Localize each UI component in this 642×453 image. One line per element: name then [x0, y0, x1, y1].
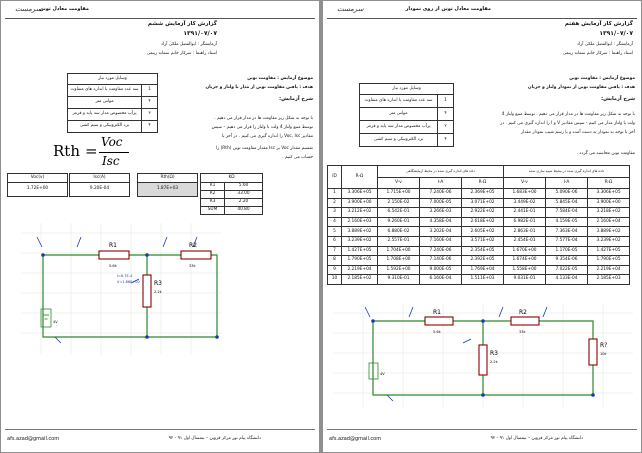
- report-title: گزارش کار آزمایش ششم: [147, 21, 217, 27]
- resistor-table-header: KΩ: [201, 174, 263, 183]
- circuit-schematic-right: [333, 303, 633, 407]
- label-source: 4V: [53, 320, 58, 324]
- experiment-desc-heading: شرح آزمایش:: [279, 96, 313, 102]
- report-supervisor: استاد راهنما : سرکار خانم سمانه ربیعی: [146, 51, 217, 56]
- table-cell: 7.160E-04: [420, 236, 462, 246]
- table-cell: 1.790E+05: [342, 256, 378, 266]
- table-cell: 2.219E+04: [342, 265, 378, 275]
- table-cell: 9.354E-06: [546, 256, 588, 266]
- table-cell: 2.392E+05: [462, 256, 504, 266]
- table-row: [328, 236, 630, 246]
- table-cell: 9.031E-01: [504, 275, 546, 285]
- table-cell: 1.170E-05: [546, 246, 588, 256]
- table-cell: 3.071E+02: [462, 198, 504, 208]
- table-cell: 3.306E+05: [588, 189, 630, 199]
- signature-logo: ﺳﺮﻣﺴﺖ: [15, 5, 42, 13]
- equipment-item: پرآب مخصوص مدار سه پایه و قرمز: [68, 109, 142, 121]
- probe-voltage: V=1.86E+00: [117, 280, 140, 284]
- footer-email: afs.azad@gmail.com: [329, 436, 382, 442]
- data-rows: [328, 189, 630, 285]
- measure-gap: [130, 183, 138, 197]
- equipment-item: سه عدد مقاومت با اندازه های متفاوت: [68, 85, 142, 97]
- equipment-item: مولتی متر: [68, 97, 142, 109]
- table-row: [328, 189, 630, 199]
- report-supervisor: استاد راهنما : سرکار خانم سمانه ربیعی: [562, 51, 633, 56]
- report-date: ۱۳۹۱/۰۷/۰۷: [183, 30, 217, 37]
- table-cell: 3.889E+02: [342, 227, 378, 237]
- equipment-item: پرآب مخصوص مدار سه پایه و قرمز: [360, 121, 438, 134]
- page-header-topic: مقاومت معادل تونن از روی نمودار: [405, 6, 491, 12]
- formula-numerator: Voc: [101, 135, 123, 149]
- document-page-left: [1, 1, 319, 452]
- measurement-data-table: [327, 165, 630, 285]
- table-row: [328, 227, 630, 237]
- resistor-table: [200, 173, 263, 215]
- footer-email: afs.azad@gmail.com: [7, 436, 60, 442]
- row-id: 1: [328, 189, 342, 199]
- table-cell: 2.219E+04: [588, 265, 630, 275]
- resistor-value: 33.00: [225, 191, 263, 199]
- sub-header: R-Ω: [588, 178, 630, 189]
- resistor-label: SUM: [201, 207, 225, 215]
- equipment-item: برد الکترونیکی و سیم کشی: [68, 121, 142, 133]
- equipment-item: سه عدد مقاومت با اندازه های متفاوت: [360, 95, 438, 108]
- footer-divider: [327, 429, 637, 430]
- label-r7: R?: [600, 342, 608, 349]
- label-r3: R3: [154, 280, 162, 287]
- equipment-qty: ۳: [142, 109, 158, 121]
- sub-header: V-v: [504, 178, 546, 189]
- measure-voc: 1.72E+00: [8, 183, 68, 197]
- experiment-topic: موضوع آزمایش : مقاومت تونن: [569, 76, 635, 81]
- desc-line: توسط منبع ولتاژ 4 ولت با ولتاژ را قرار می دهیم – سپس: [211, 125, 313, 130]
- table-cell: 2.185E+03: [588, 275, 630, 285]
- table-cell: 7.022E-05: [546, 265, 588, 275]
- table-cell: 4.358E-04: [420, 217, 462, 227]
- measure-rth: 1.87E+03: [138, 183, 198, 197]
- report-experimenter: آزمایشگر : ابوالفضل ملکی آزاد: [577, 42, 633, 47]
- table-cell: 1.708E+00: [378, 256, 420, 266]
- table-cell: 9.310E-01: [378, 275, 420, 285]
- table-cell: 9.260E-01: [378, 217, 420, 227]
- footer-university: دانشگاه پیام نور مرکز قزوین – نیمسال اول ۹۱ - ۹۲: [490, 435, 583, 441]
- table-cell: 4.133E-04: [546, 275, 588, 285]
- table-cell: 1.592E+00: [378, 265, 420, 275]
- equipment-qty: ۴: [438, 134, 454, 147]
- header-divider: [327, 18, 637, 19]
- table-cell: 1.670E+00: [504, 246, 546, 256]
- report-date: ۱۳۹۱/۰۷/۰۷: [599, 30, 633, 37]
- resistor-r3: [143, 275, 151, 307]
- table-cell: 4.159E-05: [546, 217, 588, 227]
- table-row: [328, 265, 630, 275]
- table-cell: 2.160E+03: [342, 217, 378, 227]
- table-cell: 2.441E-01: [504, 208, 546, 218]
- table-cell: 7.000E-05: [420, 198, 462, 208]
- resistor-label: R1: [201, 183, 225, 191]
- label-r1: R1: [109, 242, 117, 249]
- table-cell: 1.427E+05: [342, 246, 378, 256]
- table-cell: 9.000E-05: [420, 265, 462, 275]
- equipment-qty: ۴: [142, 121, 158, 133]
- equipment-qty: 1: [438, 95, 454, 108]
- measure-header: Rth(Ω): [138, 174, 198, 183]
- equipment-item: مولتی متر: [360, 108, 438, 121]
- label-source: 4V: [380, 372, 385, 376]
- table-cell: 3.889E+02: [588, 227, 630, 237]
- col-r0: R-Ω: [342, 166, 378, 189]
- group-lab: داده های اندازه گیری شده در محیط آزمایشگاهی: [378, 166, 504, 178]
- table-cell: 2.863E-01: [504, 227, 546, 237]
- label-r1-value: 5.6k: [109, 264, 117, 268]
- label-r2-value: 33k: [519, 330, 526, 334]
- experiment-desc-heading: شرح آزمایش:: [601, 96, 635, 102]
- table-cell: 1.704E+00: [378, 246, 420, 256]
- document-page-right: [323, 1, 641, 452]
- page-header-topic: مقاومت معادل تونن: [39, 6, 89, 12]
- table-cell: 2.185E+02: [342, 275, 378, 285]
- thevenin-formula: [53, 135, 143, 169]
- table-cell: 1.683E+00: [504, 189, 546, 199]
- table-cell: 3.218E+02: [588, 208, 630, 218]
- table-cell: 2.369E+05: [462, 189, 504, 199]
- footer-university: دانشگاه پیام نور مرکز قزوین – نیمسال اول ۹۱ - ۹۲: [168, 435, 261, 441]
- table-row: [328, 256, 630, 266]
- formula-equals: =: [85, 142, 98, 160]
- table-cell: 2.922E+02: [462, 208, 504, 218]
- table-cell: 3.306E+05: [342, 189, 378, 199]
- table-cell: 2.557E-01: [378, 236, 420, 246]
- header-divider: [5, 18, 315, 19]
- resistor-r3: [479, 345, 487, 375]
- table-cell: 3.266E-03: [420, 208, 462, 218]
- measure-header: Voc(v): [8, 174, 68, 183]
- row-id: 2: [328, 198, 342, 208]
- row-id: 4: [328, 217, 342, 227]
- table-cell: 2.150E-02: [378, 198, 420, 208]
- table-cell: 1.769E+04: [462, 265, 504, 275]
- sub-header: I-A: [420, 178, 462, 189]
- measure-gap: [130, 174, 138, 183]
- table-cell: 7.240E-06: [420, 189, 462, 199]
- table-cell: 2.454E-01: [504, 236, 546, 246]
- table-cell: 2.354E+05: [462, 246, 504, 256]
- report-title: گزارش کار آزمایش هفتم: [564, 21, 633, 27]
- report-experimenter: آزمایشگر : ابوالفضل ملکی آزاد: [161, 42, 217, 47]
- experiment-goal: هدف : یافتن مقاومت تونن از مدار با ولتاژ و جریان: [205, 85, 313, 90]
- label-r3-value: 2.2k: [154, 290, 162, 294]
- equipment-item: برد الکترونیکی و سیم کشی: [360, 134, 438, 147]
- table-cell: 7.140E-06: [420, 256, 462, 266]
- table-row: [328, 275, 630, 285]
- table-cell: 7.240E-06: [420, 246, 462, 256]
- resistor-label: R2: [201, 191, 225, 199]
- sub-header: R-Ω: [462, 178, 504, 189]
- formula-bar: [99, 152, 129, 153]
- table-cell: 1.674E+00: [504, 256, 546, 266]
- resistor-value: 40.80: [225, 207, 263, 215]
- table-row: [328, 246, 630, 256]
- table-cell: 1.427E+05: [588, 246, 630, 256]
- circuit-schematic-left: [21, 223, 221, 355]
- row-id: 8: [328, 256, 342, 266]
- table-cell: 3.239E+02: [342, 236, 378, 246]
- table-row: [328, 208, 630, 218]
- table-cell: 3.202E-04: [420, 227, 462, 237]
- measure-header: Isc(A): [70, 174, 130, 183]
- equipment-qty: 1: [142, 85, 158, 97]
- row-id: 5: [328, 227, 342, 237]
- desc-line: مقاومت تونن محاسبه می گردد .: [576, 151, 635, 156]
- table-cell: 3.212E+02: [342, 208, 378, 218]
- table-cell: 3.449E-02: [504, 198, 546, 208]
- footer-divider: [5, 429, 315, 430]
- table-cell: 1.715E+00: [378, 189, 420, 199]
- label-r3: R3: [490, 350, 498, 357]
- sub-header: V-v: [378, 178, 420, 189]
- equipment-title: وسایل مورد نیاز: [360, 84, 454, 95]
- measure-isc: 9.20E-04: [70, 183, 130, 197]
- equipment-table: [67, 73, 158, 133]
- equipment-qty: ۴: [142, 97, 158, 109]
- table-cell: 7.584E-04: [546, 208, 588, 218]
- table-cell: 1.790E+05: [588, 256, 630, 266]
- desc-line: ولت با ولتاژ مدار می کنیم - سپس مقادیر V و I را اندازه گیری می کنیم . در: [500, 121, 635, 126]
- resistor-value: 2.20: [225, 199, 263, 207]
- equipment-qty: ۴: [438, 108, 454, 121]
- resistor-value: 5.60: [225, 183, 263, 191]
- row-id: 7: [328, 246, 342, 256]
- table-cell: 5.090E-06: [546, 189, 588, 199]
- table-cell: 5.845E-04: [546, 198, 588, 208]
- label-r2: R2: [519, 309, 527, 316]
- table-row: [328, 198, 630, 208]
- table-cell: 7.577E-04: [546, 236, 588, 246]
- resistor-r2: [511, 317, 539, 325]
- signature-logo: ﺳﺮﻣﺴﺖ: [337, 5, 364, 13]
- resistor-r1: [425, 317, 453, 325]
- desc-line: با توجه به شکل زیر مقاومت ها در مدار قرار می دهیم . توسط منبع ولتاژ 4: [501, 112, 635, 117]
- row-id: 6: [328, 236, 342, 246]
- table-cell: 1.558E+00: [504, 265, 546, 275]
- experiment-topic: موضوع آزمایش : مقاومت تونن: [247, 76, 313, 81]
- resistor-r7: [589, 339, 597, 365]
- table-cell: 3.571E+02: [462, 236, 504, 246]
- group-sim: داده های اندازه گیری شده در محیط شبیه سازی شده: [504, 166, 630, 178]
- label-r2: R2: [189, 242, 197, 249]
- equipment-title: وسایل مورد نیاز: [68, 74, 158, 85]
- measurement-table: [7, 173, 198, 197]
- table-cell: 6.982E-01: [504, 217, 546, 227]
- formula-lhs: Rth: [53, 142, 80, 160]
- experiment-goal: هدف : یافتن مقاومت تونن از نمودار ولتاژ و جریان: [527, 85, 635, 90]
- row-id: 3: [328, 208, 342, 218]
- table-cell: 3.239E+02: [588, 236, 630, 246]
- resistor-label: R3: [201, 199, 225, 207]
- col-id: ID: [328, 166, 342, 189]
- desc-line: با توجه به شکل زیر مقاومت ها در مدار قرار می دهیم .: [214, 116, 313, 121]
- label-r3-value: 2.2k: [490, 360, 498, 364]
- label-r1: R1: [433, 309, 441, 316]
- label-r2-value: 33k: [189, 264, 196, 268]
- equipment-table: [359, 83, 454, 147]
- label-r1-value: 5.6k: [433, 330, 441, 334]
- formula-denominator: Isc: [102, 154, 120, 168]
- table-cell: 6.542E-01: [378, 208, 420, 218]
- table-cell: 3.900E+00: [588, 198, 630, 208]
- row-id: 10: [328, 275, 342, 285]
- desc-line: تقسیم مقدار Voc بر Isc مقدار مقاومت تونن (Rth) را: [215, 146, 313, 151]
- table-row: [328, 217, 630, 227]
- resistor-r2: [181, 251, 211, 259]
- table-cell: 7.363E-04: [546, 227, 588, 237]
- table-cell: 1.511E+03: [462, 275, 504, 285]
- sub-header: I-A: [546, 178, 588, 189]
- table-cell: 2.160E+04: [588, 217, 630, 227]
- table-cell: 3.900E+00: [342, 198, 378, 208]
- desc-line: حساب می کنیم .: [282, 155, 313, 160]
- table-cell: 6.160E-04: [420, 275, 462, 285]
- probe-current: I=6.7E-4: [117, 274, 133, 278]
- resistor-r1: [99, 251, 129, 259]
- desc-line: مقادیر Voc, Isc را اندازه گیری می کنیم . در آخر با: [221, 134, 313, 139]
- label-r7-value: 10k: [600, 352, 607, 356]
- table-cell: 2.618E+02: [462, 217, 504, 227]
- row-id: 9: [328, 265, 342, 275]
- equipment-qty: ۲: [438, 121, 454, 134]
- table-cell: 6.880E-02: [378, 227, 420, 237]
- table-cell: 2.605E+02: [462, 227, 504, 237]
- desc-line: آخر با توجه به نمودار به دست آمده و با رسم شیب نمودار مقدار: [521, 130, 635, 135]
